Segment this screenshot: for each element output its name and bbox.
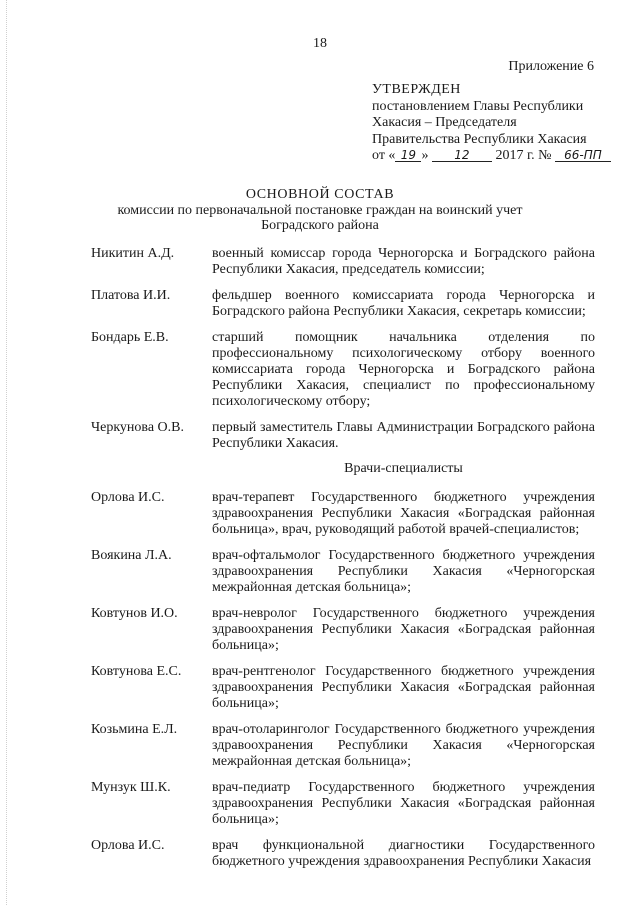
- doctor-row: [91, 664, 595, 712]
- doctor-row: [91, 490, 595, 538]
- date-month: 12: [432, 149, 492, 162]
- member-name: Бондарь Е.В.: [91, 330, 169, 345]
- date-prefix: от «: [372, 148, 396, 163]
- doctor-name: Ковтунов И.О.: [91, 606, 178, 621]
- member-role: старший помощник начальника отделения по профессиональному психологическому отбору военного комиссариата города Черногорска и Боградского района Республики Хакасия, специалист по профессиональному психологическому отбору;: [212, 330, 595, 409]
- member-row: [91, 420, 595, 452]
- member-row: [91, 330, 595, 410]
- document-number: 66-ПП: [555, 149, 611, 162]
- doctor-row: [91, 548, 595, 596]
- approval-line-2: Хакасия – Председателя: [372, 115, 517, 130]
- date-day: 19: [395, 149, 421, 162]
- doctor-row: [91, 606, 595, 654]
- doctor-role: врач-отоларинголог Государственного бюджетного учреждения здравоохранения Республики Хакасия «Черногорская межрайонная детская больница»;: [212, 722, 595, 769]
- title-main: ОСНОВНОЙ СОСТАВ: [245, 187, 395, 202]
- date-year: 2017 г. №: [495, 148, 552, 163]
- member-name: Платова И.И.: [91, 288, 171, 303]
- doctor-row: [91, 722, 595, 770]
- appendix-label: Приложение 6: [508, 59, 594, 74]
- member-name: Никитин А.Д.: [91, 246, 175, 261]
- document-title: [0, 187, 640, 234]
- commission-members: [91, 246, 595, 880]
- approval-block: [372, 82, 611, 165]
- doctor-role: врач-невролог Государственного бюджетного учреждения здравоохранения Республики Хакасия «Боградская районная больница»;: [212, 606, 595, 653]
- doctor-name: Орлова И.С.: [91, 838, 165, 853]
- title-line-2: Боградского района: [261, 218, 379, 233]
- title-line-1: комиссии по первоначальной постановке граждан на воинский учет: [117, 202, 523, 218]
- doctor-role: врач-терапевт Государственного бюджетного учреждения здравоохранения Республики Хакасия «Боградская районная больница», врач, руководящий работой врачей-специалистов;: [212, 490, 595, 537]
- doctor-row: [91, 780, 595, 828]
- doctor-name: Козьмина Е.Л.: [91, 722, 178, 737]
- member-role: фельдшер военного комиссариата города Черногорска и Боградского района Республики Хакасия, секретарь комиссии;: [212, 288, 595, 319]
- member-role: первый заместитель Главы Администрации Боградского района Республики Хакасия.: [212, 420, 595, 451]
- approval-line-1: постановлением Главы Республики: [372, 98, 584, 114]
- member-row: [91, 288, 595, 320]
- doctor-role: врач-рентгенолог Государственного бюджетного учреждения здравоохранения Республики Хакасия «Боградская районная больница»;: [212, 664, 595, 711]
- doctor-name: Мунзук Ш.К.: [91, 780, 171, 795]
- member-name: Черкунова О.В.: [91, 420, 184, 435]
- doctor-row: [91, 838, 595, 870]
- date-day-close: »: [421, 148, 429, 163]
- doctor-name: Орлова И.С.: [91, 490, 165, 505]
- page-number: 18: [313, 36, 327, 51]
- approval-line-3: Правительства Республики Хакасия: [372, 131, 587, 147]
- doctor-name: Ковтунова Е.С.: [91, 664, 182, 679]
- doctor-name: Воякина Л.А.: [91, 548, 172, 563]
- doctors-heading: Врачи-специалисты: [344, 461, 463, 476]
- approval-date-line: [372, 148, 611, 165]
- member-row: [91, 246, 595, 278]
- scan-edge: [6, 0, 9, 905]
- doctor-role: врач-офтальмолог Государственного бюджетного учреждения здравоохранения Республики Хакасия «Черногорская межрайонная детская больница»;: [212, 548, 595, 595]
- approved-heading: УТВЕРЖДЕН: [372, 82, 461, 97]
- doctor-role: врач функциональной диагностики Государственного бюджетного учреждения здравоохранения Республики Хакасия: [212, 838, 595, 869]
- doctor-role: врач-педиатр Государственного бюджетного учреждения здравоохранения Республики Хакасия «Боградская районная больница»;: [212, 780, 595, 827]
- member-role: военный комиссар города Черногорска и Боградского района Республики Хакасия, председатель комиссии;: [212, 246, 595, 277]
